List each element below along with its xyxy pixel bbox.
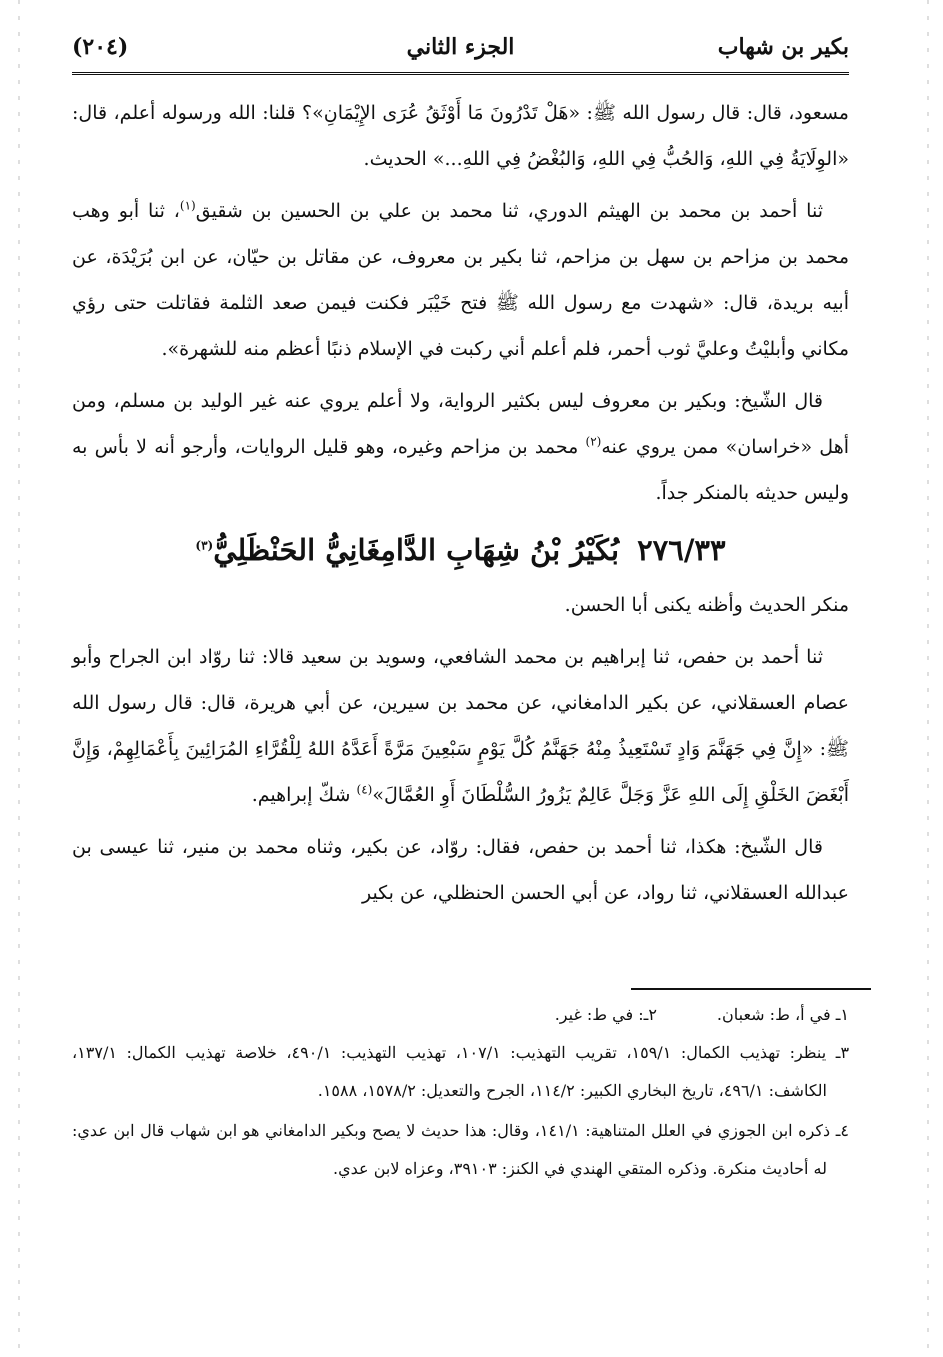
entry-number: ٢٧٦/٣٣ bbox=[637, 533, 726, 567]
footnote-4: ٤ـ ذكره ابن الجوزي في العلل المتناهية: ١٤١/١، وقال: هذا حديث لا يصح وبكير الدامغاني هو ابن شهاب قال ابن عدي: له أحاديث منكرة. وذكره المتقي الهندي في الكنز: ٣٩١٠٣، وعزاه لابن عدي. bbox=[72, 1121, 850, 1178]
paragraph-hadith-jahannam bbox=[72, 634, 849, 818]
paragraph-text: ثنا أحمد بن حفص، ثنا إبراهيم بن محمد الشافعي، وسويد بن سعيد قالا: ثنا روّاد ابن الجراح وأبو عصام العسقلاني، عن بكير الدامغاني، عن محمد بن سيرين، عن أبي هريرة، قال: قال رسول الله ﷺ: «إِنَّ فِي جَهَنَّمَ وَادٍ تَسْتَعِيذُ مِنْهُ جَهَنَّمُ كُلَّ يَوْمٍ سَبْعِينَ مَرَّةً أَعَدَّهُ اللهُ لِلْقُرَّاءِ المُرَائِينَ بِأَعْمَالِهِمْ، وَإِنَّ أَبْغَضَ الخَلْقِ إِلَى اللهِ عَزَّ وَجَلَّ عَالِمٌ يَزُورُ السُّلْطَانَ أَوِ العُمَّالَ» bbox=[72, 646, 849, 806]
footnote-1: ١ـ في أ، ط: شعبان. bbox=[716, 1005, 849, 1024]
page-number: (٢٠٤) bbox=[72, 34, 129, 60]
footnote-3: ٣ـ ينظر: تهذيب الكمال: ١٥٩/١، تقريب التهذيب: ١٠٧/١، تهذيب التهذيب: ٤٩٠/١، خلاصة تهذيب الكمال: ١٣٧/١، الكاشف: ٤٩٦/١، تاريخ البخاري الكبير: ١١٤/٢، الجرح والتعديل: ١٥٧٨/٢، ١٥٨٨. bbox=[72, 1043, 850, 1100]
running-title: بكير بن شهاب bbox=[717, 34, 849, 60]
paragraph-text: ثنا أحمد بن محمد بن الهيثم الدوري، ثنا محمد بن علي بن الحسين بن شقيق bbox=[195, 200, 823, 222]
scan-margin-marks-right bbox=[927, 0, 929, 1357]
paragraph-isnad-bukayr-maaruf bbox=[72, 188, 849, 372]
paragraph-hadith-continuation: مسعود، قال: قال رسول الله ﷺ: «هَلْ تَدْرُونَ مَا أَوْثَقُ عُرَى الإِيْمَانِ»؟ قلنا: الله ورسوله أعلم، قال: «الوِلَايَةُ فِي اللهِ، وَالحُبُّ فِي اللهِ، وَالبُغْضُ فِي اللهِ...» الحديث. bbox=[72, 102, 849, 170]
footnote-2: ٢ـ: في ط: غير. bbox=[554, 1005, 657, 1024]
entry-name: بُكَيْرُ بْنُ شِهَابِ الدَّامِغَانِيُّ الحَنْظَلِيُّ bbox=[213, 533, 620, 567]
entry-heading bbox=[72, 522, 849, 578]
footnote-ref-4: (٤) bbox=[356, 782, 373, 797]
paragraph-text: شكّ إبراهيم. bbox=[251, 784, 357, 806]
footnotes bbox=[72, 996, 849, 1190]
footnote-row bbox=[72, 996, 849, 1034]
main-text bbox=[72, 90, 849, 922]
paragraph-text: قال الشّيخ: وبكير بن معروف ليس بكثير الرواية، ولا أعلم يروي عنه غير الوليد بن مسلم، ومن أهل «خراسان» ممن يروي عنه bbox=[72, 390, 849, 458]
volume-title: الجزء الثاني bbox=[406, 34, 515, 60]
footnote-ref-1: (١) bbox=[179, 198, 196, 213]
header-divider bbox=[72, 72, 849, 75]
paragraph-entry-verdict: منكر الحديث وأظنه يكنى أبا الحسن. bbox=[564, 594, 849, 616]
paragraph-shaykh-note: قال الشّيخ: هكذا، ثنا أحمد بن حفص، فقال: روّاد، عن بكير، وثناه محمد بن منير، ثنا عيسى بن عبدالله العسقلاني، ثنا رواد، عن أبي الحسن الحنظلي، عن بكير bbox=[72, 836, 849, 904]
paragraph-text: محمد بن مزاحم وغيره، وهو قليل الروايات، وأرجو أنه لا بأس به وليس حديثه بالمنكر جداً. bbox=[72, 436, 849, 504]
footnote-ref-3: (٣) bbox=[195, 538, 214, 553]
page-header bbox=[72, 28, 849, 72]
footnote-ref-2: (٢) bbox=[585, 434, 602, 449]
scan-margin-marks-left bbox=[18, 0, 20, 1357]
footnote-divider bbox=[631, 988, 871, 990]
paragraph-text: ، ثنا أبو وهب محمد بن مزاحم بن سهل بن مزاحم، ثنا بكير بن معروف، عن مقاتل بن حيّان، عن ابن بُرَيْدَة، عن أبيه بريدة، قال: «شهدت مع رسول الله ﷺ فتح خَيْبَر فكنت فيمن صعد الثلمة فقاتلت حتى رؤي مكاني وأبليْتُ وعليَّ ثوب أحمر، فلم أعلم أني ركبت في الإسلام ذنبًا أعظم منه للشهرة». bbox=[72, 200, 849, 360]
paragraph-shaykh-comment bbox=[72, 378, 849, 516]
